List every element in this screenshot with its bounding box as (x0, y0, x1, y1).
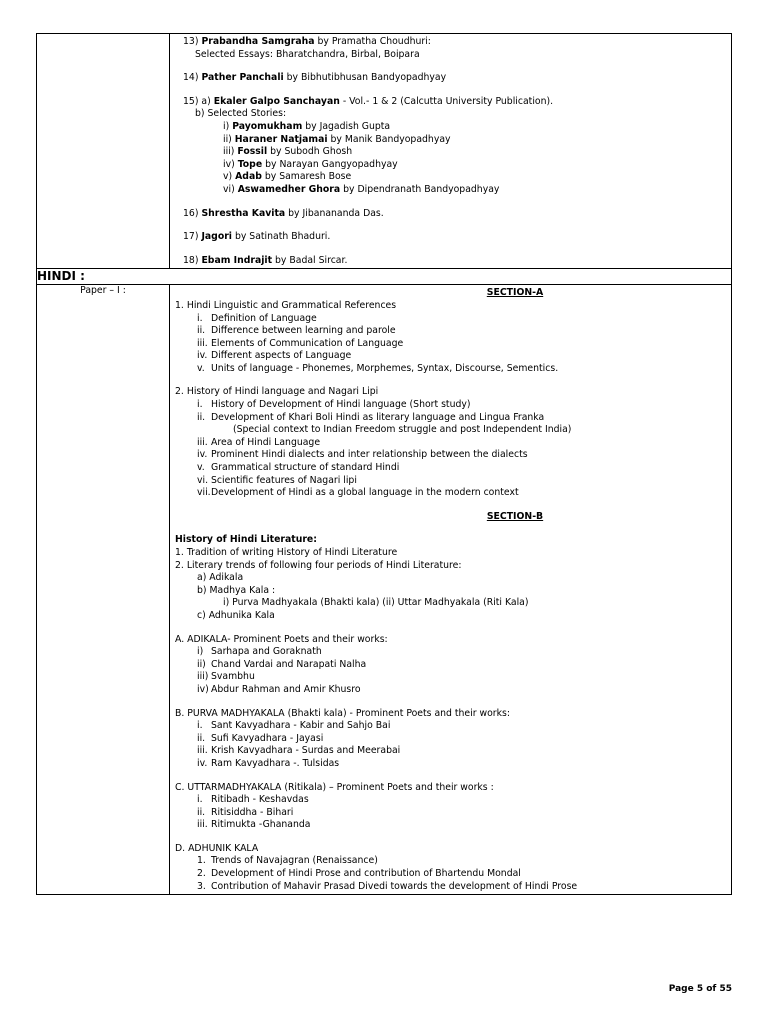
list-item: 2. Literary trends of following four periods of Hindi Literature: (175, 559, 462, 571)
list-item: 3. Contribution of Mahavir Prasad Divedi towards the development of Hindi Prose (197, 880, 578, 892)
paper-content-cell (170, 285, 732, 895)
list-item: iii. Ritimukta -Ghananda (197, 819, 311, 831)
list-heading: A. ADIKALA- Prominent Poets and their works: (175, 633, 388, 645)
list-item: 2. Development of Hindi Prose and contribution of Bhartendu Mondal (197, 868, 521, 880)
bhakti-list (175, 720, 725, 770)
section-a-list-1 (175, 313, 725, 376)
list-item: 13) Prabandha Samgraha by Pramatha Choudhuri: (183, 36, 431, 47)
story-item: i) Payomukham by Jagadish Gupta (223, 120, 391, 132)
paper-row (37, 285, 732, 895)
section-b-heading: History of Hindi Literature: (175, 534, 317, 546)
list-item: iii. Area of Hindi Language (197, 436, 321, 448)
list-item-sub: Selected Essays: Bharatchandra, Birbal, Boipara (195, 48, 420, 60)
list-item: vii.Development of Hindi as a global language in the modern context (197, 487, 519, 499)
list-item: i. History of Development of Hindi language (Short study) (197, 399, 471, 411)
list-item-sub: b) Selected Stories: (195, 108, 287, 120)
list-heading: 2. History of Hindi language and Nagari Lipi (175, 386, 379, 398)
list-heading: C. UTTARMADHYAKALA (Ritikala) – Prominent Poets and their works : (175, 781, 494, 793)
list-item: iv. Prominent Hindi dialects and inter relationship between the dialects (197, 449, 528, 461)
list-item: iv. Ram Kavyadhara -. Tulsidas (197, 757, 340, 769)
list-item: iv. Different aspects of Language (197, 350, 352, 362)
list-item: b) Madhya Kala : (197, 584, 276, 596)
story-item: v) Adab by Samaresh Bose (223, 171, 352, 183)
list-item: iii. Elements of Communication of Language (197, 337, 404, 349)
list-item: i) Sarhapa and Goraknath (197, 646, 322, 658)
list-item: v. Grammatical structure of standard Hindi (197, 462, 400, 474)
stories-list (175, 121, 725, 197)
list-item: 18) Ebam Indrajit by Badal Sircar. (183, 254, 348, 266)
list-item: i. Ritibadh - Keshavdas (197, 794, 309, 806)
list-item-sub: i) Purva Madhyakala (Bhakti kala) (ii) Uttar Madhyakala (Riti Kala) (223, 597, 529, 609)
list-item: c) Adhunika Kala (197, 609, 275, 621)
story-item: ii) Haraner Natjamai by Manik Bandyopadhyay (223, 133, 451, 145)
list-item: ii. Sufi Kavyadhara - Jayasi (197, 732, 324, 744)
paper-label: Paper – I : (37, 285, 170, 895)
page-number: Page 5 of 55 (668, 984, 732, 994)
list-item: 16) Shrestha Kavita by Jibanananda Das. (183, 207, 384, 219)
list-item: ii. Ritisiddha - Bihari (197, 806, 294, 818)
list-item: 1. Trends of Navajagran (Renaissance) (197, 855, 378, 867)
list-item: v. Units of language - Phonemes, Morphemes, Syntax, Discourse, Sementics. (197, 362, 559, 374)
bengali-left-cell (37, 34, 170, 269)
list-heading: 1. Hindi Linguistic and Grammatical References (175, 299, 397, 311)
bengali-content-cell (170, 34, 732, 269)
list-item: ii. Development of Khari Boli Hindi as literary language and Lingua Franka (197, 411, 545, 423)
adikala-list (175, 646, 725, 696)
hindi-heading: HINDI : (37, 269, 732, 285)
document-page (36, 33, 732, 895)
hindi-heading-row (37, 269, 732, 285)
section-a-list-2 (175, 437, 725, 500)
list-item: ii) Chand Vardai and Narapati Nalha (197, 658, 367, 670)
list-item: 15) a) Ekaler Galpo Sanchayan - Vol.- 1 & 2 (Calcutta University Publication). (183, 95, 554, 107)
syllabus-table (36, 33, 732, 895)
story-item: iii) Fossil by Subodh Ghosh (223, 146, 353, 158)
list-heading: B. PURVA MADHYAKALA (Bhakti kala) - Prominent Poets and their works: (175, 707, 510, 719)
list-item: 17) Jagori by Satinath Bhaduri. (183, 231, 331, 243)
ritikala-list (175, 794, 725, 832)
story-item: iv) Tope by Narayan Gangyopadhyay (223, 158, 398, 170)
list-item: i. Definition of Language (197, 312, 317, 324)
list-item: iii. Krish Kavyadhara - Surdas and Meerabai (197, 745, 401, 757)
section-a-title: SECTION-A (486, 287, 544, 299)
list-item: ii. Difference between learning and parole (197, 325, 396, 337)
list-item: 1. Tradition of writing History of Hindi Literature (175, 547, 398, 558)
story-item: vi) Aswamedher Ghora by Dipendranath Bandyopadhyay (223, 183, 500, 195)
list-heading: D. ADHUNIK KALA (175, 842, 259, 854)
list-item: a) Adikala (197, 572, 244, 584)
section-b-title: SECTION-B (486, 510, 544, 522)
list-item: i. Sant Kavyadhara - Kabir and Sahjo Bai (197, 720, 391, 732)
list-item: iv) Abdur Rahman and Amir Khusro (197, 683, 361, 695)
list-item-continuation: (Special context to Indian Freedom struggle and post Independent India) (233, 424, 572, 436)
adhunik-list (175, 855, 725, 893)
list-item: iii) Svambhu (197, 671, 255, 683)
list-item: vi. Scientific features of Nagari lipi (197, 474, 357, 486)
bengali-row (37, 34, 732, 269)
list-item: 14) Pather Panchali by Bibhutibhusan Bandyopadhyay (183, 72, 447, 84)
